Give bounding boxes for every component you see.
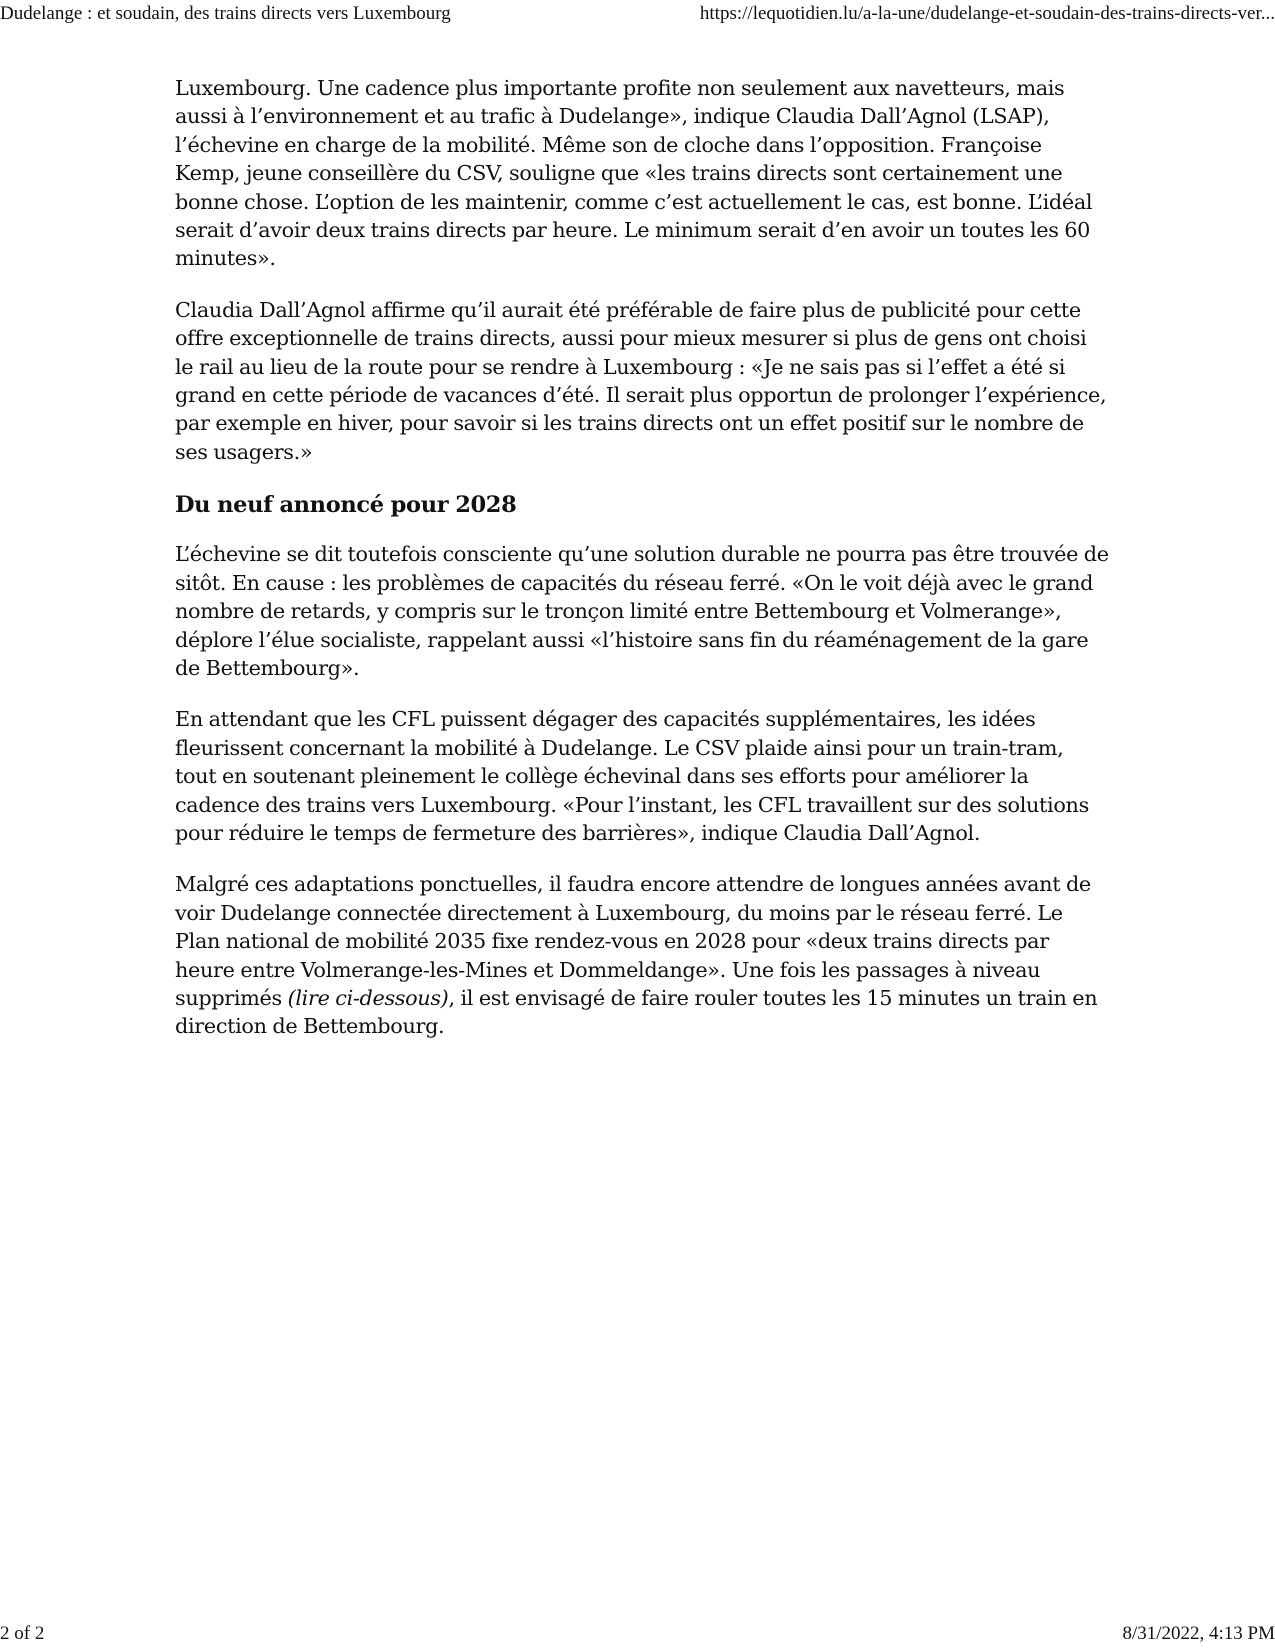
article-paragraph: L’échevine se dit toutefois consciente qu’une solution durable ne pourra pas être trouvée de sitôt. En cause : les problèmes de capacités du réseau ferré. «On le voit déjà avec le grand nombre de retards, y compris sur le tronçon limité entre Bettembourg et Volmerange», déplore l’élue socialiste, rappelant aussi «l’histoire sans fin du réaménagement de la gare de Bettembourg». [175, 542, 1109, 680]
print-header [0, 0, 1275, 30]
article-paragraph: En attendant que les CFL puissent dégager des capacités supplémentaires, les idées fleurissent concernant la mobilité à Dudelange. Le CSV plaide ainsi pour un train-tram, tout en soutenant pleinement le collège échevinal dans ses efforts pour améliorer la cadence des trains vers Luxembourg. «Pour l’instant, les CFL travaillent sur des solutions pour réduire le temps de fermeture des barrières», indique Claudia Dall’Agnol. [175, 707, 1089, 845]
print-footer [0, 1620, 1275, 1650]
cross-reference: (lire ci-dessous) [287, 985, 449, 1010]
paragraph-text: , il est envisagé de faire rouler toutes les 15 minutes un train en direction de Bettembourg. [175, 985, 1098, 1039]
article-paragraph: Luxembourg. Une cadence plus importante profite non seulement aux navetteurs, mais aussi à l’environnement et au trafic à Dudelange», indique Claudia Dall’Agnol (LSAP), l’échevine en charge de la mobilité. Même son de cloche dans l’opposition. Françoise Kemp, jeune conseillère du CSV, souligne que «les trains directs sont certainement une bonne chose. L’option de les maintenir, comme c’est actuellement le cas, est bonne. L’idéal serait d’avoir deux trains directs par heure. Le minimum serait d’en avoir un toutes les 60 minutes». [175, 76, 1093, 271]
page-number: 2 of 2 [0, 1623, 45, 1644]
page-url[interactable]: https://lequotidien.lu/a-la-une/dudelange-et-soudain-des-trains-directs-ver... [699, 3, 1275, 24]
page-title: Dudelange : et soudain, des trains directs vers Luxembourg [0, 3, 451, 24]
print-date: 8/31/2022, 4:13 PM [1122, 1623, 1275, 1644]
paragraph-text: Malgré ces adaptations ponctuelles, il faudra encore attendre de longues années avant de voir Dudelange connectée directement à Luxembourg, du moins par le réseau ferré. Le Plan national de mobilité 2035 fixe rendez-vous en 2028 pour «deux trains directs par heure entre Volmerange-les-Mines et Dommeldange». Une fois les passages à niveau supprimés [175, 872, 1091, 1010]
article-subheading: Du neuf annoncé pour 2028 [175, 492, 517, 519]
article-paragraph: Claudia Dall’Agnol affirme qu’il aurait été préférable de faire plus de publicité pour cette offre exceptionnelle de trains directs, aussi pour mieux mesurer si plus de gens ont choisi le rail au lieu de la route pour se rendre à Luxembourg : «Je ne sais pas si l’effet a été si grand en cette période de vacances d’été. Il serait plus opportun de prolonger l’expérience, par exemple en hiver, pour savoir si les trains directs ont un effet positif sur le nombre de ses usagers.» [175, 297, 1107, 464]
article-body [175, 74, 1110, 1064]
article-paragraph [175, 870, 1110, 1040]
